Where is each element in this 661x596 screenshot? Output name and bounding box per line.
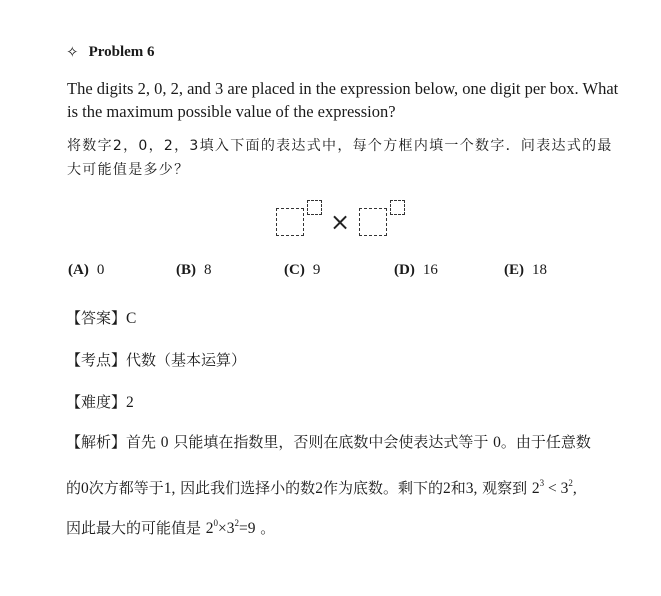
result-base: 2 [205, 520, 214, 537]
analysis-text: 因此最大的可能值是 [66, 519, 206, 537]
answer-label: 【答案】 [66, 309, 127, 327]
choice-value: 8 [204, 262, 212, 278]
analysis-line-2 [66, 475, 626, 501]
choice-letter: (E) [504, 262, 524, 278]
expression-figure [272, 198, 412, 242]
difficulty-line [66, 391, 134, 412]
problem-statement-en: The digits 2, 0, 2, and 3 are placed in the expression below, one digit per box. What is the maximum possible value of the expression? [67, 79, 619, 121]
inequality-operator: < [544, 480, 561, 497]
choice-value: 9 [312, 262, 321, 278]
result-base: 3 [226, 520, 235, 537]
answer-value: C [126, 310, 137, 327]
exponent-box-1 [307, 200, 322, 215]
exponent-box-2 [390, 200, 405, 215]
choice-d [394, 262, 504, 279]
result-exponent: 0 [213, 518, 219, 528]
problem-statement-zh: 将数字2，0，2，3填入下面的表达式中，每个方框内填一个数字．问表达式的最大可能值是多少？ [67, 138, 613, 178]
inequality-base: 2 [531, 480, 540, 497]
analysis-text: 的 [66, 479, 82, 497]
analysis-text: 只能填在指数里，否则在底数中会使表达式等于 [168, 433, 494, 451]
answer-choices [68, 262, 547, 279]
base-box-2 [359, 208, 387, 236]
analysis-number: 2 [315, 480, 323, 497]
analysis-text: 和 [450, 479, 466, 497]
analysis-number: 2 [442, 480, 451, 497]
analysis-text: 。 [255, 519, 276, 537]
analysis-number: 0 [160, 434, 169, 451]
topic-label: 【考点】 [66, 351, 127, 369]
analysis-number: 3, [465, 480, 478, 497]
choice-value: 0 [96, 262, 105, 278]
analysis-number: 0 [81, 480, 89, 497]
analysis-text: 因此我们选择小的数 [175, 479, 316, 497]
analysis-line-3 [66, 515, 626, 541]
analysis-line-1 [66, 429, 626, 455]
analysis-text: 次方都等于 [88, 479, 164, 497]
result-value: =9 [239, 520, 256, 537]
problem-title: Problem 6 [88, 44, 155, 60]
analysis-text: 作为底数。剩下的 [322, 479, 443, 497]
analysis-number: 1, [163, 480, 176, 497]
inequality-exponent: 3 [539, 478, 545, 488]
topic-line [66, 349, 246, 370]
inequality [532, 480, 577, 497]
analysis-text: 观察到 [477, 479, 532, 497]
diamond-icon: ✧ [66, 45, 79, 61]
difficulty-value: 2 [126, 394, 134, 411]
analysis-number: 0 [493, 434, 501, 451]
result-exponent: 2 [234, 518, 240, 528]
analysis-text: 。由于任意数 [500, 433, 591, 451]
choice-b [176, 262, 284, 279]
base-box-1 [276, 208, 304, 236]
analysis-block [66, 429, 626, 541]
analysis-text: , [572, 480, 577, 497]
analysis-text: 首先 [126, 433, 161, 451]
problem-header [66, 43, 155, 62]
result-operator: × [218, 520, 227, 537]
result-expression [206, 520, 256, 537]
difficulty-label: 【难度】 [66, 393, 127, 411]
inequality-base: 3 [560, 480, 569, 497]
choice-e [504, 262, 547, 279]
inequality-exponent: 2 [568, 478, 573, 488]
choice-letter: (D) [394, 262, 415, 278]
choice-letter: (A) [68, 262, 89, 278]
times-operator: × [330, 208, 351, 236]
choice-a [68, 262, 176, 279]
choice-letter: (B) [176, 262, 196, 278]
choice-c [284, 262, 394, 279]
answer-line [66, 307, 136, 328]
choice-value: 18 [532, 262, 547, 278]
choice-letter: (C) [284, 262, 305, 278]
analysis-label: 【解析】 [66, 433, 127, 451]
topic-value: 代数（基本运算） [126, 351, 247, 369]
choice-value: 16 [422, 262, 438, 278]
